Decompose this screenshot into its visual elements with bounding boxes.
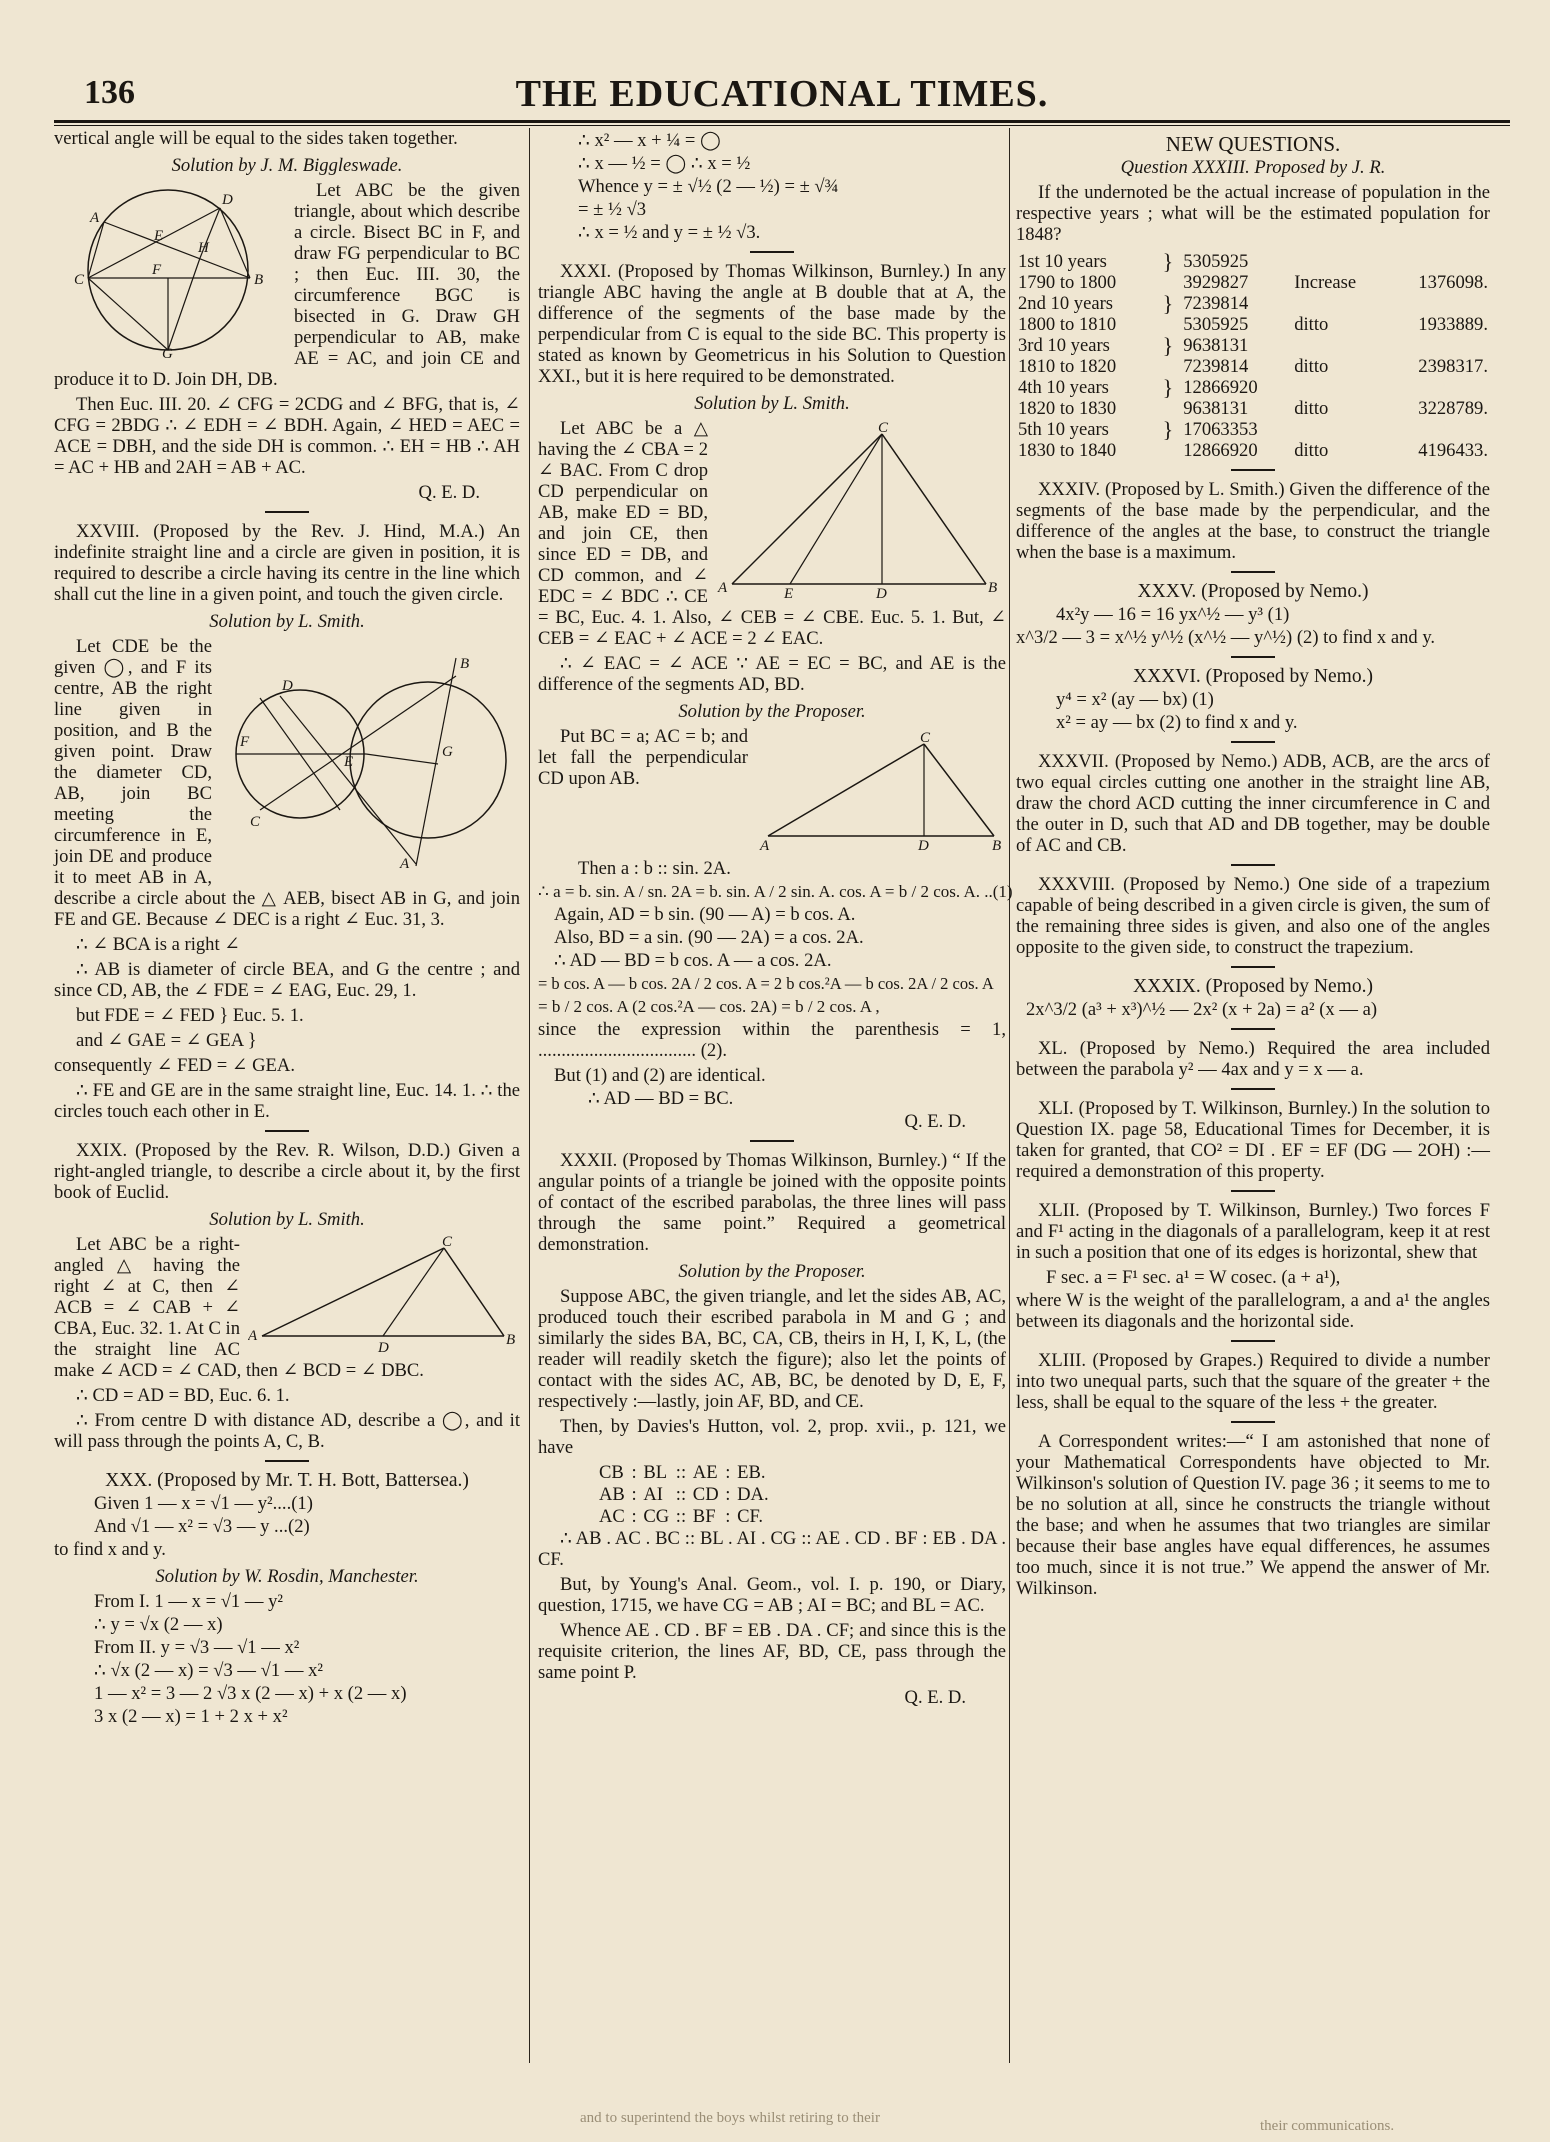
equation: Again, AD = b sin. (90 — A) = b cos. A. <box>554 904 856 925</box>
figure-label: C <box>920 730 931 746</box>
brace: } <box>1162 375 1174 400</box>
figure-label: C <box>74 272 85 288</box>
paragraph: consequently ∠ FED = ∠ GEA. <box>54 1055 295 1076</box>
paragraph: since the expression within the parenthesis = 1, .................................. (2). <box>538 1019 1006 1061</box>
figure-label: F <box>240 734 250 750</box>
figure-label: D <box>876 586 887 598</box>
separator <box>265 1460 309 1462</box>
equation: ∴ x = ½ and y = ± ½ √3. <box>578 222 761 243</box>
question-31: XXXI. (Proposed by Thomas Wilkinson, Burnley.) In any triangle ABC having the angle at B double that at A, the difference of the segments of the base made by the perpendicular from C is equal to the side BC. This property is stated as known by Geometricus in his Solution to Question XXI., but it is here required to be demonstrated. <box>538 261 1006 387</box>
equation: 3 x (2 — x) = 1 + 2 x + x² <box>94 1706 288 1727</box>
figure-label: C <box>442 1236 453 1250</box>
table-cell: 1933889. <box>1418 314 1488 335</box>
separator <box>1231 571 1275 573</box>
table-cell: 5305925 3929827 <box>1183 251 1249 293</box>
equation: Also, BD = a sin. (90 — 2A) = a cos. 2A. <box>554 927 864 948</box>
right-triangle-figure <box>248 1236 520 1354</box>
masthead-title: THE EDUCATIONAL TIMES. <box>515 73 1049 115</box>
equation: ∴ x — ½ = ◯ ∴ x = ½ <box>578 153 751 174</box>
equation: = ± ½ √3 <box>578 199 647 220</box>
circle-triangle-figure <box>54 182 286 360</box>
figure-label: A <box>90 210 100 226</box>
equation: = b / 2 cos. A (2 cos.²A — cos. 2A) = b / 2 cos. A , <box>538 997 880 1016</box>
triangle-cba-figure <box>716 420 1006 598</box>
figure-label: A <box>400 856 410 870</box>
paragraph: Then, by Davies's Hutton, vol. 2, prop. xvii., p. 121, we have <box>538 1416 1006 1458</box>
column-divider <box>529 128 530 2063</box>
question-41: XLI. (Proposed by T. Wilkinson, Burnley.) In the solution to Question IX. page 58, Educational Times for December, it is taken for granted, that CO² = DI . EF = EF (DG — 2OH) :—required a demonstration of this property. <box>1016 1098 1490 1182</box>
separator <box>1231 1190 1275 1192</box>
table-row <box>1016 293 1490 335</box>
table-cell: AI <box>643 1484 663 1505</box>
equation: Whence y = ± √½ (2 — ½) = ± √¾ <box>578 176 839 197</box>
page-header <box>54 70 1510 122</box>
solution-heading: Solution by L. Smith. <box>209 1209 365 1230</box>
table-cell: 3rd 10 years 1810 to 1820 <box>1018 335 1117 377</box>
equation: Then a : b :: sin. 2A. <box>578 858 731 879</box>
table-cell: 2nd 10 years 1800 to 1810 <box>1018 293 1117 335</box>
equation: ∴ a = b. sin. A / sn. 2A = b. sin. A / 2 sin. A. cos. A = b / 2 cos. A. ..(1) <box>538 882 1013 901</box>
paragraph: Then Euc. III. 20. ∠ CFG = 2CDG and ∠ BFG, that is, ∠ CFG = 2BDG ∴ ∠ EDH = ∠ BDH. Again, ∠ HED = AEC = ACE = DBH, and the side DH is common. ∴ EH = HB ∴ AH = AC + HB and 2AH = AB + AC. <box>54 394 520 478</box>
table-row <box>1016 335 1490 377</box>
question-36-heading: XXXVI. (Proposed by Nemo.) <box>1133 666 1373 687</box>
paragraph: Put BC = a; AC = b; and let fall the perpendicular CD upon AB. <box>538 726 748 789</box>
table-cell: BF <box>692 1506 716 1527</box>
equation: F sec. a = F¹ sec. a¹ = W cosec. (a + a¹), <box>1046 1267 1341 1288</box>
column-1 <box>54 128 520 1729</box>
figure-label: D <box>918 838 929 852</box>
column-2 <box>538 128 1013 1708</box>
figure-label: H <box>198 240 209 256</box>
table-cell: 9638131 7239814 <box>1183 335 1249 377</box>
table-cell: CG <box>643 1506 670 1527</box>
equation: ∴ AD — BD = b cos. A — a cos. 2A. <box>554 950 832 971</box>
paragraph: where W is the weight of the parallelogram, a and a¹ the angles between its diagonals and the horizontal side. <box>1016 1290 1490 1332</box>
paragraph: Let ABC be the given triangle, about which describe a circle. Bisect BC in F, and draw FG perpendicular to BC ; then Euc. III. 30, the circumference BGC is bisected in G. Draw GH perpendicular to AB, make AE = AC, and join CE and produce it to D. Join DH, DB. <box>54 180 520 390</box>
equation: From I. 1 — x = √1 — y² <box>94 1591 283 1612</box>
column-divider <box>1009 128 1010 2063</box>
table-cell: ditto <box>1294 440 1329 461</box>
paragraph: Let CDE be the given ◯, and F its centre, AB the right line given in position, and B the given point. Draw the diameter CD, AB, join BC meeting the circumference in E, join DE and produce it to meet AB in A, describe a circle about the △ AEB, bisect AB in G, and join FE and GE. Because ∠ DEC is a right ∠ Euc. 31, 3. <box>54 636 520 930</box>
equation: And √1 — x² = √3 — y ...(2) <box>94 1516 310 1537</box>
table-cell: AC <box>599 1506 625 1527</box>
question-39-heading: XXXIX. (Proposed by Nemo.) <box>1133 976 1373 997</box>
brace: } <box>1162 291 1174 316</box>
separator <box>1231 1088 1275 1090</box>
table-cell: 2398317. <box>1418 356 1488 377</box>
equation: x² = ay — bx (2) to find x and y. <box>1056 712 1298 733</box>
question-37: XXXVII. (Proposed by Nemo.) ADB, ACB, are the arcs of two equal circles cutting one another in the straight line AB, draw the chord ACD cutting the inner circumference in C and the outer in D, such that AD and DB together, may be double of AC and CB. <box>1016 751 1490 856</box>
question-38: XXXVIII. (Proposed by Nemo.) One side of a trapezium capable of being described in a given circle is given, the sum of the remaining three sides is given, and also one of the angles opposite to the given side, to construct the trapezium. <box>1016 874 1490 958</box>
paragraph: But, by Young's Anal. Geom., vol. I. p. 190, or Diary, question, 1715, we have CG = AB ; AI = BC; and BL = AC. <box>538 1574 1006 1616</box>
separator <box>1231 469 1275 471</box>
equation: But (1) and (2) are identical. <box>554 1065 766 1086</box>
solution-heading: Solution by the Proposer. <box>678 701 866 722</box>
separator <box>1231 741 1275 743</box>
paragraph: ∴ CD = AD = BD, Euc. 6. 1. <box>76 1385 290 1406</box>
tangent-circles-figure <box>220 638 520 870</box>
question-40: XL. (Proposed by Nemo.) Required the area included between the parabola y² — 4ax and y = x — a. <box>1016 1038 1490 1080</box>
table-cell: 1st 10 years 1790 to 1800 <box>1018 251 1117 293</box>
figure-label: A <box>248 1328 258 1344</box>
separator <box>750 251 794 253</box>
paragraph: ∴ AB is diameter of circle BEA, and G the centre ; and since CD, AB, the ∠ FDE = ∠ EAG, Euc. 29, 1. <box>54 959 520 1001</box>
paragraph: Let ABC be a right-angled △ having the right ∠ at C, then ∠ ACB = ∠ CAB + ∠ CBA, Euc. 32. 1. At C in the straight line AC make ∠ ACD = ∠ CAD, then ∠ BCD = ∠ DBC. <box>54 1234 424 1381</box>
solution-heading: Solution by L. Smith. <box>694 393 850 414</box>
paragraph: and ∠ GAE = ∠ GEA } <box>76 1030 257 1051</box>
equation: y⁴ = x² (ay — bx) (1) <box>1056 689 1214 710</box>
correspondent-note: A Correspondent writes:—“ I am astonished that none of your Mathematical Correspondents have objected to Mr. Wilkinson's solution of Question IV. page 36 ; it seems to me to be no solution at all, since he constructs the triangle without the base; and when he assumes that two triangles are similar because their base angles have equal differences, he assumes too much, since it is not true.” We append the answer of Mr. Wilkinson. <box>1016 1431 1490 1599</box>
figure-label: D <box>378 1340 389 1354</box>
question-43: XLIII. (Proposed by Grapes.) Required to divide a number into two unequal parts, such that the square of the greater + the less, shall be equal to the square of the less + the greater. <box>1016 1350 1490 1413</box>
qed: Q. E. D. <box>418 482 480 503</box>
paragraph: ∴ FE and GE are in the same straight line, Euc. 14. 1. ∴ the circles touch each other in E. <box>54 1080 520 1122</box>
separator <box>1231 656 1275 658</box>
equation: ∴ y = √x (2 — x) <box>94 1614 223 1635</box>
question-28: XXVIII. (Proposed by the Rev. J. Hind, M.A.) An indefinite straight line and a circle are given in position, it is required to describe a circle having its centre in the line which shall cut the line in a given point, and touch the given circle. <box>54 521 520 605</box>
figure-label: E <box>344 754 354 770</box>
table-row: CB : BL :: AE : EB. <box>598 1462 770 1484</box>
question-30-heading: XXX. (Proposed by Mr. T. H. Bott, Battersea.) <box>105 1470 469 1491</box>
table-row <box>1016 251 1490 293</box>
figure-label: B <box>460 656 470 672</box>
table-cell: EB. <box>737 1462 766 1483</box>
figure-label: E <box>154 228 164 244</box>
section-heading: NEW QUESTIONS. <box>1165 132 1341 156</box>
bleed-through-text: their communications. <box>1260 2118 1395 2134</box>
table-cell: DA. <box>737 1484 769 1505</box>
solution-heading: Solution by J. M. Biggleswade. <box>171 155 403 176</box>
figure-label: A <box>718 580 728 596</box>
solution-heading: Solution by W. Rosdin, Manchester. <box>155 1566 419 1587</box>
figure-label: C <box>878 420 889 436</box>
equation: ∴ √x (2 — x) = √3 — √1 — x² <box>94 1660 323 1681</box>
figure-label: C <box>250 814 261 830</box>
paragraph: Let ABC be a △ having the ∠ CBA = 2 ∠ BAC. From C drop CD perpendicular on AB, make ED = BD, and join CE, then since ED = DB, and CD common, and ∠ EDC = ∠ BDC ∴ CE = BC, Euc. 4. 1. Also, ∠ CEB = ∠ CBE. Euc. 5. 1. But, ∠ CEB = ∠ EAC + ∠ ACE = 2 ∠ EAC. <box>538 418 1006 649</box>
proportion-table <box>598 1462 770 1528</box>
bleed-through-text: and to superintend the boys whilst retiring to their <box>580 2110 880 2126</box>
separator <box>265 511 309 513</box>
equation: x^3/2 — 3 = x^½ y^½ (x^½ — y^½) (2) to find x and y. <box>1016 627 1436 648</box>
paragraph: ∴ ∠ EAC = ∠ ACE ∵ AE = EC = BC, and AE is the difference of the segments AD, BD. <box>538 653 1006 695</box>
solution-heading: Solution by L. Smith. <box>209 611 365 632</box>
brace: } <box>1162 333 1174 358</box>
equation: ∴ x² — x + ¼ = ◯ <box>578 130 721 151</box>
brace: } <box>1162 417 1174 442</box>
equation: 2x^3/2 (a³ + x³)^½ — 2x² (x + 2a) = a² (x — a) <box>1026 999 1378 1020</box>
equation: 4x²y — 16 = 16 yx^½ — y³ (1) <box>1056 604 1290 625</box>
table-cell: 4th 10 years 1820 to 1830 <box>1018 377 1117 419</box>
figure-label: F <box>152 262 162 278</box>
table-cell: 4196433. <box>1418 440 1488 461</box>
separator <box>1231 864 1275 866</box>
paragraph: to find x and y. <box>54 1539 166 1560</box>
figure-label: B <box>506 1332 516 1348</box>
question-32: XXXII. (Proposed by Thomas Wilkinson, Burnley.) “ If the angular points of a triangle be joined with the opposite points of contact of the escribed parabolas, the three lines will pass through the same point.” Required a geometrical demonstration. <box>538 1150 1006 1255</box>
table-cell: CF. <box>737 1506 764 1527</box>
question-35-heading: XXXV. (Proposed by Nemo.) <box>1137 581 1369 602</box>
equation: Given 1 — x = √1 — y²....(1) <box>94 1493 313 1514</box>
figure-label: D <box>222 192 233 208</box>
qed: Q. E. D. <box>904 1111 966 1132</box>
question-34: XXXIV. (Proposed by L. Smith.) Given the difference of the segments of the base made by the perpendicular, and the difference of the angles at the base, to construct the triangle when the base is a maximum. <box>1016 479 1490 563</box>
table-row <box>1016 419 1490 461</box>
figure-label: D <box>282 678 293 694</box>
figure-label: B <box>254 272 264 288</box>
figure-label: G <box>442 744 453 760</box>
separator <box>265 1130 309 1132</box>
equation: From II. y = √3 — √1 — x² <box>94 1637 300 1658</box>
header-rule <box>54 120 1510 123</box>
separator <box>1231 1028 1275 1030</box>
separator <box>750 1140 794 1142</box>
figure-label: B <box>992 838 1002 852</box>
brace: } <box>1162 249 1174 274</box>
figure-label: A <box>760 838 770 852</box>
equation: ∴ AD — BD = BC. <box>588 1088 734 1109</box>
table-cell: CB <box>599 1462 624 1483</box>
separator <box>1231 1340 1275 1342</box>
table-cell: 5th 10 years 1830 to 1840 <box>1018 419 1117 461</box>
table-cell: ditto <box>1294 356 1329 377</box>
table-row: AB : AI :: CD : DA. <box>599 1484 769 1505</box>
paragraph: vertical angle will be equal to the sides taken together. <box>54 128 458 149</box>
paragraph: ∴ ∠ BCA is a right ∠ <box>76 934 240 955</box>
separator <box>1231 1421 1275 1423</box>
table-row <box>1016 377 1490 419</box>
table-cell: CD <box>692 1484 719 1505</box>
figure-label: E <box>784 586 794 598</box>
equation: = b cos. A — b cos. 2A / 2 cos. A = 2 b cos.²A — b cos. 2A / 2 cos. A <box>538 974 994 993</box>
triangle-bc-figure <box>756 728 1006 852</box>
table-cell: 12866920 9638131 <box>1183 377 1258 419</box>
paragraph: ∴ From centre D with distance AD, describe a ◯, and it will pass through the points A, C, B. <box>54 1410 520 1452</box>
separator <box>1231 966 1275 968</box>
question-heading: Question XXXIII. Proposed by J. R. <box>1120 157 1386 178</box>
table-row: AC : CG :: BF : CF. <box>598 1506 770 1528</box>
table-cell: 1376098. <box>1418 272 1488 293</box>
question-33: If the undernoted be the actual increase of population in the respective years ; what will be the estimated population for 1848? <box>1016 182 1490 245</box>
paragraph: Suppose ABC, the given triangle, and let the sides AB, AC, produced touch their escribed parabola in M and G ; and similarly the sides BA, BC, CA, CB, theirs in H, I, K, L, (the reader will readily sketch the figure); also let the points of contact with the sides AC, AB, BC, be denoted by D, E, F, respectively :—lastly, join AF, BD, and CE. <box>538 1286 1006 1412</box>
paragraph: ∴ AB . AC . BC :: BL . AI . CG :: AE . CD . BF : EB . DA . CF. <box>538 1528 1006 1570</box>
question-42: XLII. (Proposed by T. Wilkinson, Burnley.) Two forces F and F¹ acting in the diagonals of a parallelogram, keep it at rest in such a position that one of its edges is horizontal, shew that <box>1016 1200 1490 1263</box>
table-cell: 3228789. <box>1418 398 1488 419</box>
table-cell: 17063353 12866920 <box>1183 419 1258 461</box>
question-29: XXIX. (Proposed by the Rev. R. Wilson, D.D.) Given a right-angled triangle, to describe a circle about it, by the first book of Euclid. <box>54 1140 520 1203</box>
solution-heading: Solution by the Proposer. <box>678 1261 866 1282</box>
population-table <box>1016 251 1490 461</box>
paragraph: but FDE = ∠ FED } Euc. 5. 1. <box>76 1005 304 1026</box>
table-cell: AB <box>599 1484 625 1505</box>
equation: 1 — x² = 3 — 2 √3 x (2 — x) + x (2 — x) <box>94 1683 407 1704</box>
paragraph: Whence AE . CD . BF = EB . DA . CF; and since this is the requisite criterion, the lines AF, BD, CE, pass through the same point P. <box>538 1620 1006 1683</box>
table-cell: ditto <box>1294 398 1329 419</box>
qed: Q. E. D. <box>904 1687 966 1708</box>
table-cell: Increase <box>1294 272 1357 293</box>
header-rule-thin <box>54 125 1510 126</box>
table-cell: ditto <box>1294 314 1329 335</box>
column-3 <box>1016 128 1490 1603</box>
table-cell: 7239814 5305925 <box>1183 293 1249 335</box>
figure-label: G <box>162 346 173 360</box>
table-cell: BL <box>643 1462 668 1483</box>
page-number: 136 <box>84 74 135 111</box>
table-cell: AE <box>692 1462 718 1483</box>
figure-label: B <box>988 580 998 596</box>
